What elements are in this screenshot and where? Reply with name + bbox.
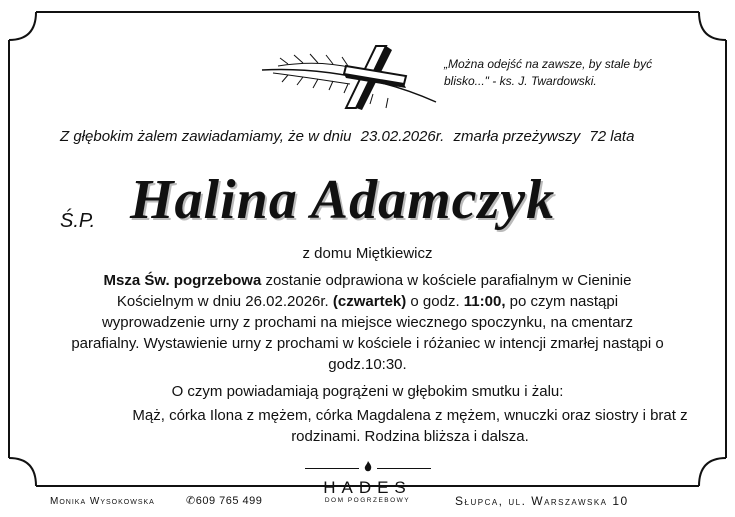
death-date: 23.02.2026r. xyxy=(360,128,445,145)
funeral-text-1: zostanie odprawiona w kościele parafialnym w Cieninie Kościelnym w dniu 26.02.2026r. xyxy=(116,272,632,310)
contact-phone: ✆609 765 499 xyxy=(186,495,263,507)
brand-subtitle: DOM POGRZEBOWY xyxy=(324,497,411,504)
contact-name: Monika Wysokowska xyxy=(50,496,155,507)
address: Słupca, ul. Warszawska 10 xyxy=(455,494,629,508)
family-list: Mąż, córka Ilona z mężem, córka Magdalena z mężem, wnuczki oraz siostry i brat z rodzinami. Rodzina bliższa i dalsza. xyxy=(132,407,688,445)
funeral-text-3: po czym nastąpi wyprowadzenie urny z prochami na miejsce wiecznego spoczynku, na cmentarz parafialny. Wystawienie urny z prochami w kościele i różaniec w intencji zmarłej nastąpi o godz.10:30. xyxy=(71,293,664,373)
mass-label: Msza Św. pogrzebowa xyxy=(103,272,262,289)
brand-name: HADES xyxy=(323,478,412,497)
age: 72 lata xyxy=(589,128,635,145)
memorial-quote: „Można odejść na zawsze, by stale być blisko..." - ks. J. Twardowski. xyxy=(444,57,653,88)
deceased-name: Halina Adamczyk xyxy=(130,169,556,231)
funeral-text-2: o godz. xyxy=(406,293,464,310)
logo-ornament xyxy=(300,460,435,476)
hades-logo xyxy=(300,460,435,504)
funeral-details xyxy=(70,270,665,375)
mass-time: 11:00, xyxy=(463,293,506,310)
weekday: (czwartek) xyxy=(332,293,407,310)
notify-line: O czym powiadamiają pogrążeni w głębokim smutku i żalu: xyxy=(171,383,564,400)
flame-icon xyxy=(363,460,373,476)
name-prefix: Ś.P. xyxy=(60,210,96,232)
intro-died: zmarła przeżywszy xyxy=(453,128,581,145)
cross-icon xyxy=(258,38,443,113)
maiden-name: z domu Miętkiewicz xyxy=(302,245,433,262)
death-announcement xyxy=(60,128,680,145)
intro-lead: Z głębokim żalem zawiadamiamy, że w dniu xyxy=(60,128,352,145)
